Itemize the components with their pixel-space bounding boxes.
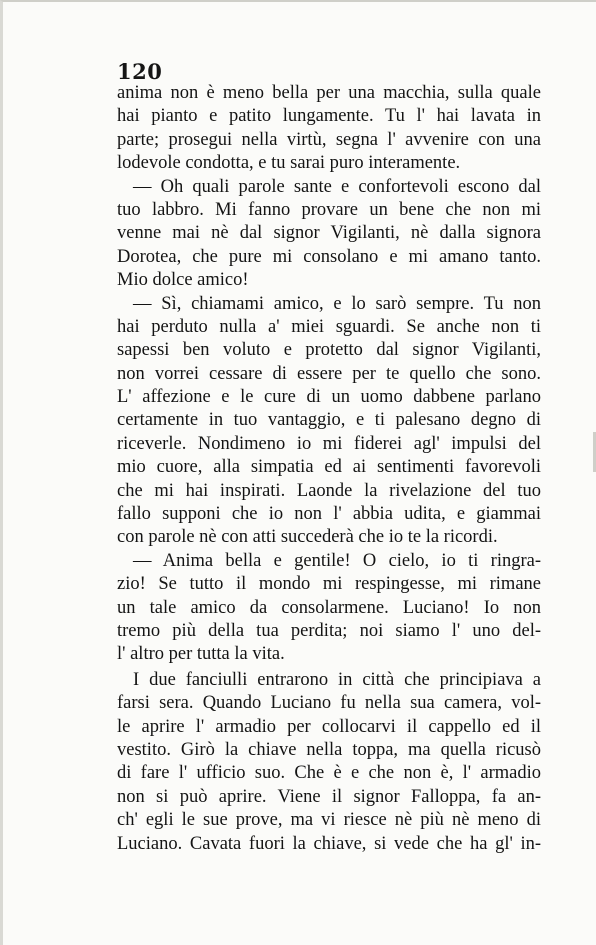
text-line: con parole nè con atti succederà che io te la ricordi. — [117, 527, 498, 548]
text-line: — Oh quali parole sante e confortevoli escono dal — [133, 176, 541, 197]
text-line: lodevole condotta, e tu sarai puro interamente. — [117, 153, 461, 174]
text-line: non si può aprire. Viene il signor Falloppa, fa an- — [117, 786, 541, 807]
text-line: I due fanciulli entrarono in città che principiava a — [133, 669, 541, 690]
text-line: — Anima bella e gentile! O cielo, io ti ringra- — [133, 550, 541, 571]
text-line: vestito. Girò la chiave nella toppa, ma quella ricusò — [117, 739, 541, 760]
paragraph-3 — [117, 293, 541, 550]
text-line: le aprire l' armadio per collocarvi il cappello ed il — [117, 716, 541, 737]
paragraph-5 — [117, 669, 541, 856]
text-line: anima non è meno bella per una macchia, sulla quale — [117, 83, 541, 103]
text-line: farsi sera. Quando Luciano fu nella sua camera, vol- — [117, 693, 541, 714]
text-line: fallo supponi che io non l' abbia udita, e giammai — [117, 504, 541, 525]
text-line: L' affezione e le cure di un uomo dabbene parlano — [117, 387, 541, 408]
text-line: Dorotea, che pure mi consolano e mi amano tanto. — [117, 246, 541, 267]
body-text — [117, 82, 541, 856]
text-line: ch' egli le sue prove, ma vi riesce nè più nè meno di — [117, 810, 541, 831]
text-line: Luciano. Cavata fuori la chiave, si vede che ha gl' in- — [117, 833, 541, 854]
text-line: mio cuore, alla simpatia ed ai sentimenti favorevoli — [117, 457, 541, 478]
text-line: Mio dolce amico! — [117, 270, 249, 291]
text-line: tuo labbro. Mi fanno provare un bene che non mi — [117, 199, 541, 220]
paragraph-1 — [117, 82, 541, 176]
text-line: che mi hai inspirati. Laonde la rivelazione del tuo — [117, 480, 541, 501]
text-line: tremo più della tua perdita; noi siamo l' uno del- — [117, 620, 541, 641]
text-line: sapessi ben voluto e protetto dal signor Vigilanti, — [117, 340, 541, 361]
text-line: — Sì, chiamami amico, e lo sarò sempre. Tu non — [133, 293, 541, 314]
text-line: un tale amico da consolarmene. Luciano! Io non — [117, 597, 541, 618]
page-number: 120 — [117, 59, 163, 84]
text-line: hai perduto nulla a' miei sguardi. Se anche non ti — [117, 316, 541, 337]
text-line: di fare l' ufficio suo. Che è e che non è, l' armadio — [117, 763, 541, 784]
text-line: zio! Se tutto il mondo mi respingesse, mi rimane — [117, 574, 541, 595]
text-line: non vorrei cessare di essere per te quello che sono. — [117, 363, 541, 384]
paragraph-2 — [117, 176, 541, 293]
paragraph-4 — [117, 550, 541, 667]
text-line: l' altro per tutta la vita. — [117, 644, 285, 665]
text-line: riceverle. Nondimeno io mi fiderei agl' impulsi del — [117, 433, 541, 454]
text-line: certamente in tuo vantaggio, e ti palesano degno di — [117, 410, 541, 431]
text-line: parte; prosegui nella virtù, segna l' avvenire con una — [117, 129, 541, 150]
text-line: venne mai nè dal signor Vigilanti, nè dalla signora — [117, 223, 541, 244]
text-line: hai pianto e patito lungamente. Tu l' hai lavata in — [117, 106, 541, 127]
